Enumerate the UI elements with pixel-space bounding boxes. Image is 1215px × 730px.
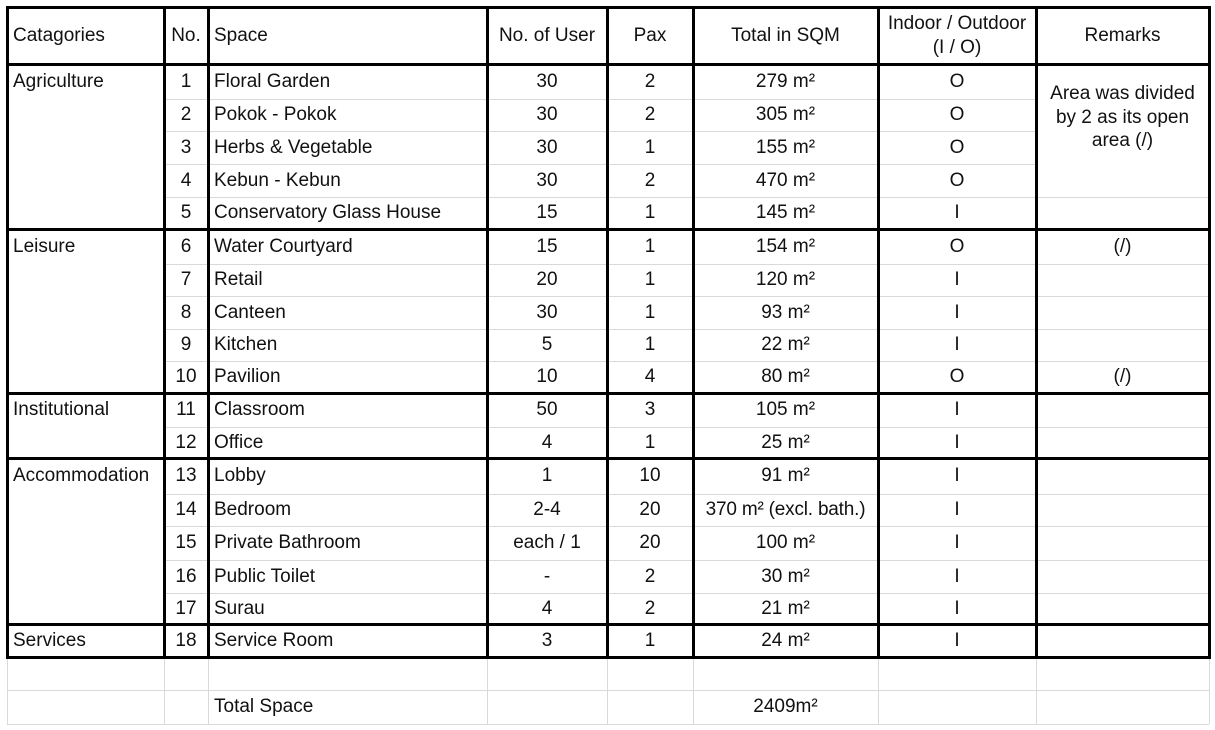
cell-no[interactable]: 10 (175, 366, 197, 387)
cell-io[interactable]: O (949, 366, 965, 387)
cell-space[interactable]: Office (214, 431, 264, 453)
cell-sqm[interactable]: 305 m² (755, 104, 816, 125)
cell-io[interactable]: I (954, 431, 960, 453)
cell-users[interactable]: 10 (536, 366, 558, 387)
cell-sqm[interactable]: 105 m² (755, 399, 816, 420)
cell-no[interactable]: 4 (180, 169, 192, 191)
cell-sqm[interactable]: 470 m² (755, 169, 816, 191)
cell-sqm[interactable]: 93 m² (761, 301, 810, 323)
cell-sqm[interactable]: 21 m² (761, 597, 810, 619)
cell-users[interactable]: each / 1 (513, 532, 581, 553)
header-io: Indoor / Outdoor (I / O) (887, 12, 1027, 58)
cell-pax[interactable]: 1 (644, 269, 656, 290)
cell-users[interactable]: 15 (536, 202, 558, 223)
cell-sqm[interactable]: 154 m² (755, 235, 816, 257)
cell-pax[interactable]: 20 (639, 532, 661, 553)
cell-pax[interactable]: 1 (644, 431, 656, 453)
header-remarks: Remarks (1084, 24, 1161, 46)
cell-no[interactable]: 16 (175, 565, 197, 587)
cell-io[interactable]: I (954, 301, 960, 323)
cell-space[interactable]: Pavilion (214, 366, 281, 387)
cell-space[interactable]: Service Room (214, 629, 334, 651)
cell-users[interactable]: 30 (536, 104, 558, 125)
cell-io[interactable]: I (954, 597, 960, 619)
cell-sqm[interactable]: 100 m² (755, 532, 816, 553)
cell-users[interactable]: - (543, 565, 551, 587)
cell-no[interactable]: 5 (180, 202, 192, 223)
cell-users[interactable]: 20 (536, 269, 558, 290)
cell-pax[interactable]: 1 (644, 629, 656, 651)
cell-space[interactable]: Retail (214, 269, 263, 290)
cell-space[interactable]: Classroom (214, 399, 305, 420)
cell-pax[interactable]: 1 (644, 301, 656, 323)
cell-sqm[interactable]: 30 m² (761, 565, 810, 587)
category-leisure[interactable]: Leisure (13, 235, 76, 257)
cell-no[interactable]: 15 (175, 532, 197, 553)
row-gridline (7, 724, 1209, 725)
cell-no[interactable]: 6 (180, 235, 192, 257)
cell-io[interactable]: O (949, 136, 965, 158)
cell-io[interactable]: I (954, 269, 960, 290)
header-no: No. (171, 24, 201, 46)
cell-no[interactable]: 12 (175, 431, 197, 453)
total-value[interactable]: 2409m² (753, 696, 818, 717)
cell-users[interactable]: 2-4 (533, 499, 561, 520)
cell-io[interactable]: O (949, 104, 965, 125)
cell-space[interactable]: Conservatory Glass House (214, 202, 442, 223)
cell-users[interactable]: 4 (541, 431, 553, 453)
header-space: Space (214, 24, 268, 46)
cell-space[interactable]: Kitchen (214, 334, 278, 355)
cell-pax[interactable]: 1 (644, 202, 656, 223)
cell-users[interactable]: 5 (541, 334, 553, 355)
cell-io[interactable]: I (954, 499, 960, 520)
cell-no[interactable]: 1 (180, 70, 192, 92)
cell-space[interactable]: Surau (214, 597, 265, 619)
cell-pax[interactable]: 4 (644, 366, 656, 387)
remark-water-courtyard[interactable]: (/) (1113, 235, 1132, 257)
cell-space[interactable]: Herbs & Vegetable (214, 136, 373, 158)
cell-space[interactable]: Water Courtyard (214, 235, 353, 257)
cell-io[interactable]: O (949, 70, 965, 92)
remark-pavilion[interactable]: (/) (1113, 366, 1132, 387)
cell-space[interactable]: Lobby (214, 465, 266, 486)
category-accommodation[interactable]: Accommodation (13, 465, 150, 486)
cell-io[interactable]: I (954, 399, 960, 420)
cell-io[interactable]: I (954, 565, 960, 587)
cell-sqm[interactable]: 22 m² (761, 334, 810, 355)
cell-space[interactable]: Public Toilet (214, 565, 316, 587)
cell-io[interactable]: I (954, 202, 960, 223)
cell-pax[interactable]: 1 (644, 136, 656, 158)
cell-no[interactable]: 18 (175, 629, 197, 651)
cell-space[interactable]: Floral Garden (214, 70, 331, 92)
cell-users[interactable]: 30 (536, 136, 558, 158)
cell-no[interactable]: 11 (176, 399, 196, 420)
header-sqm: Total in SQM (731, 24, 840, 46)
cell-pax[interactable]: 2 (644, 597, 656, 619)
total-label[interactable]: Total Space (214, 696, 314, 717)
header-pax: Pax (633, 24, 667, 46)
cell-pax[interactable]: 2 (644, 565, 656, 587)
cell-pax[interactable]: 10 (639, 465, 661, 486)
category-agriculture[interactable]: Agriculture (13, 70, 104, 92)
cell-sqm[interactable]: 120 m² (755, 269, 816, 290)
cell-no[interactable]: 14 (175, 499, 197, 520)
cell-users[interactable]: 30 (536, 70, 558, 92)
cell-io[interactable]: O (949, 235, 965, 257)
cell-sqm[interactable]: 279 m² (755, 70, 816, 92)
cell-space[interactable]: Bedroom (214, 499, 292, 520)
cell-users[interactable]: 15 (536, 235, 558, 257)
cell-no[interactable]: 17 (175, 597, 197, 619)
cell-space[interactable]: Kebun - Kebun (214, 169, 341, 191)
cell-pax[interactable]: 1 (644, 235, 656, 257)
cell-no[interactable]: 8 (180, 301, 192, 323)
cell-pax[interactable]: 2 (644, 169, 656, 191)
category-services[interactable]: Services (13, 629, 86, 651)
cell-users[interactable]: 4 (541, 597, 553, 619)
cell-pax[interactable]: 1 (644, 334, 656, 355)
cell-users[interactable]: 3 (541, 629, 553, 651)
cell-pax[interactable]: 2 (644, 104, 656, 125)
cell-sqm[interactable]: 24 m² (761, 629, 810, 651)
cell-io[interactable]: O (949, 169, 965, 191)
cell-users[interactable]: 30 (536, 301, 558, 323)
cell-no[interactable]: 2 (180, 104, 192, 125)
cell-space[interactable]: Canteen (214, 301, 286, 323)
cell-space[interactable]: Pokok - Pokok (214, 104, 337, 125)
cell-users[interactable]: 1 (541, 465, 553, 486)
cell-no[interactable]: 9 (180, 334, 192, 355)
cell-sqm[interactable]: 25 m² (761, 431, 810, 453)
cell-sqm[interactable]: 155 m² (755, 136, 816, 158)
row-gridline (7, 690, 1209, 691)
cell-no[interactable]: 3 (180, 136, 192, 158)
cell-users[interactable]: 30 (536, 169, 558, 191)
cell-pax[interactable]: 20 (639, 499, 661, 520)
cell-io[interactable]: I (954, 334, 960, 355)
remark-agriculture[interactable]: Area was divided by 2 as its open area (/) (1050, 83, 1195, 151)
cell-sqm[interactable]: 80 m² (761, 366, 810, 387)
cell-space[interactable]: Private Bathroom (214, 532, 361, 553)
cell-pax[interactable]: 2 (644, 70, 656, 92)
cell-io[interactable]: I (954, 629, 960, 651)
cell-users[interactable]: 50 (536, 399, 558, 420)
cell-sqm[interactable]: 145 m² (755, 202, 816, 223)
category-institutional[interactable]: Institutional (13, 399, 110, 420)
cell-sqm[interactable]: 370 m² (excl. bath.) (705, 499, 866, 520)
header-category: Catagories (13, 24, 105, 46)
cell-sqm[interactable]: 91 m² (761, 465, 810, 486)
cell-io[interactable]: I (954, 465, 960, 486)
cell-no[interactable]: 13 (175, 465, 197, 486)
cell-io[interactable]: I (954, 532, 960, 553)
header-users: No. of User (498, 24, 596, 46)
cell-no[interactable]: 7 (180, 269, 192, 290)
cell-pax[interactable]: 3 (644, 399, 656, 420)
